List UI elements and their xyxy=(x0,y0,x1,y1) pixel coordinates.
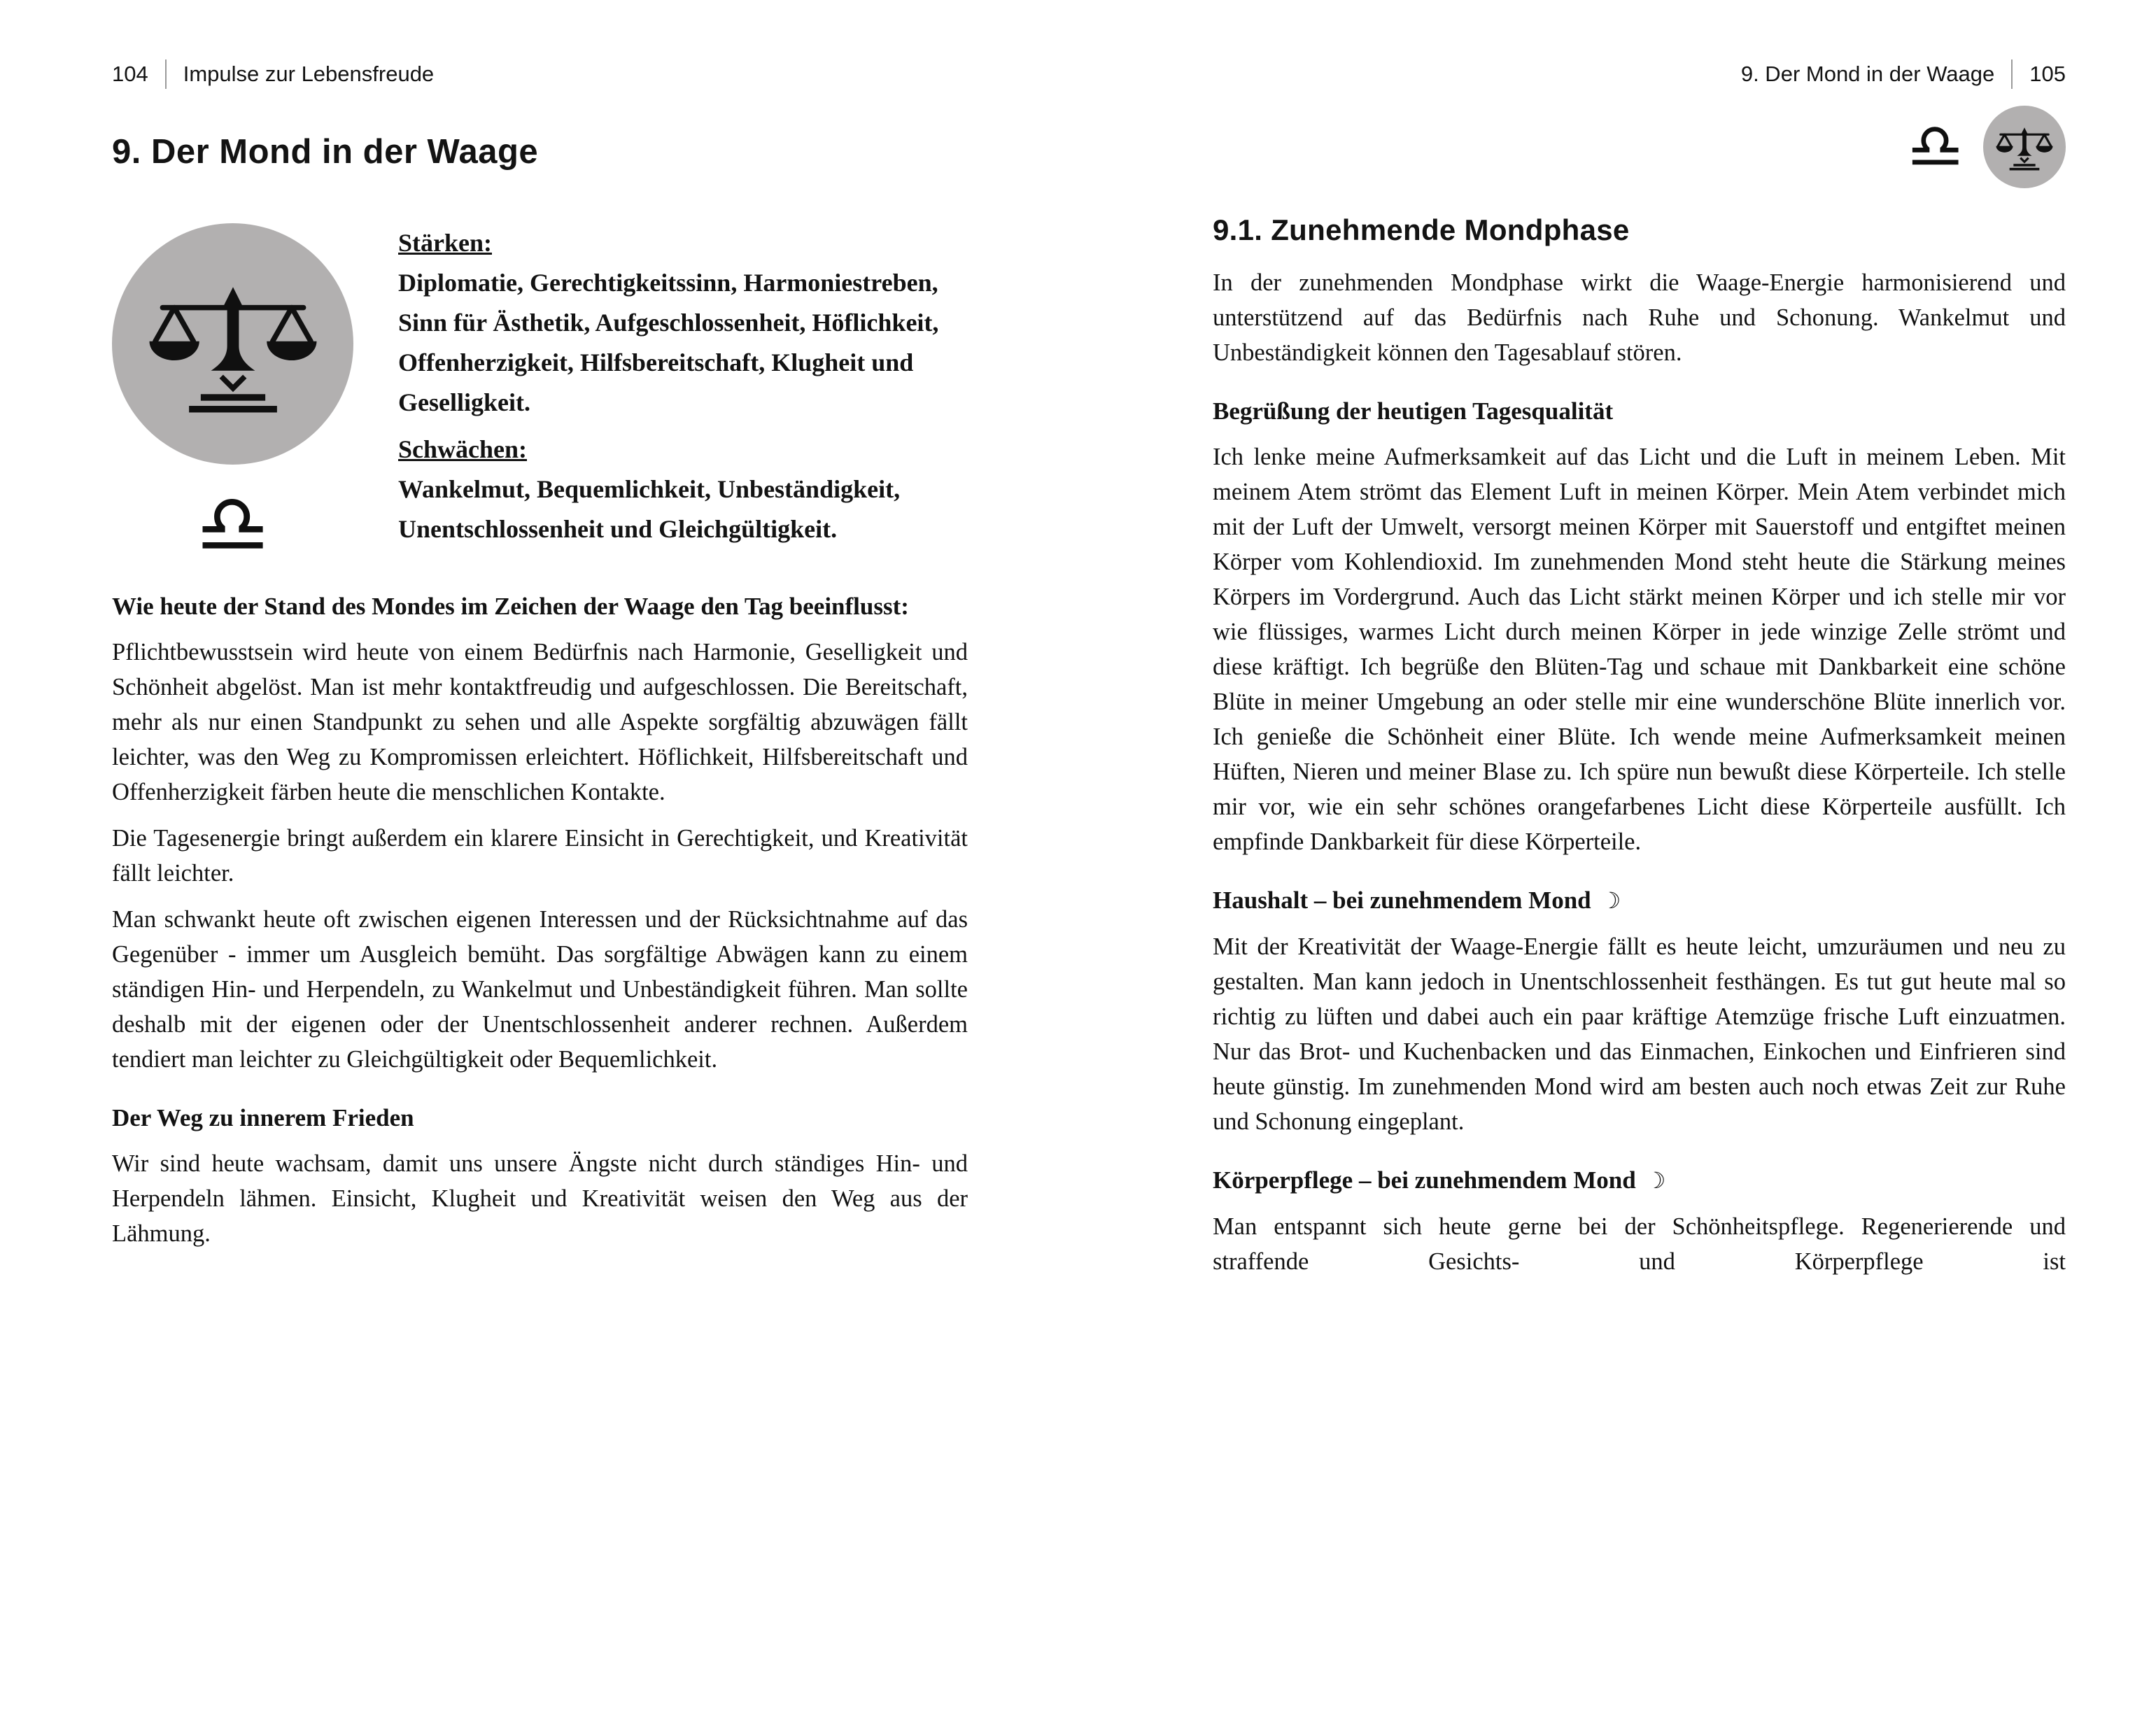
paragraph: Pflichtbewusstsein wird heute von einem Bedürfnis nach Harmonie, Geselligkeit und Schönheit abgelöst. Man ist mehr kontaktfreudig und aufgeschlossen. Die Bereitschaft, mehr als nur einen Standpunkt zu sehen und alle Aspekte sorgfältig abzuwägen fällt leichter, was den Weg zu Kompromissen erleichtert. Höflichkeit, Hilfsbereitschaft und Offenherzigkeit färben heute die menschlichen Kontakte. xyxy=(112,639,968,805)
weaknesses-block xyxy=(398,430,968,549)
libra-zodiac-icon: ♎ xyxy=(1907,110,1964,183)
running-title-right: 9. Der Mond in der Waage xyxy=(1740,62,1995,86)
waxing-moon-icon: ☽ xyxy=(1645,1167,1666,1194)
strengths-block xyxy=(398,223,968,423)
chapter-title: 9. Der Mond in der Waage xyxy=(112,133,539,171)
page-header-left xyxy=(112,59,968,89)
paragraph: Wir sind heute wachsam, damit uns unsere Ängste nicht durch ständiges Hin- und Herpendeln lähmen. Einsicht, Klugheit und Kreativität weisen den Weg aus der Lähmung. xyxy=(112,1150,968,1247)
weaknesses-label: Schwächen: xyxy=(398,435,528,463)
influence-heading: Wie heute der Stand des Mondes im Zeichen der Waage den Tag beeinflusst: xyxy=(112,593,909,620)
page-header-right xyxy=(1213,59,2066,89)
waxing-moon-icon: ☽ xyxy=(1600,887,1621,914)
paragraph: Die Tagesenergie bringt außerdem ein klarere Einsicht in Gerechtigkeit, und Kreativität fällt leichter. xyxy=(112,825,968,887)
corner-zodiac-icons xyxy=(1213,104,2066,190)
traits-column xyxy=(398,223,968,565)
weaknesses-text: Wankelmut, Bequemlichkeit, Unbeständigkeit, Unentschlossenheit und Gleichgültigkeit. xyxy=(398,475,901,543)
paragraph: In der zunehmenden Mondphase wirkt die Waage-Energie harmonisierend und unterstützend auf das Bedürfnis nach Ruhe und Schonung. Wankelmut und Unbeständigkeit können den Tagesablauf stören. xyxy=(1213,269,2066,366)
page-number-right: 105 xyxy=(2029,62,2066,86)
libra-scale-badge-small xyxy=(1983,106,2066,188)
section-title: 9.1. Zunehmende Mondphase xyxy=(1213,213,1630,246)
strengths-text: Diplomatie, Gerechtigkeitssinn, Harmoniestreben, Sinn für Ästhetik, Aufgeschlossenheit, Höflichkeit, Offenherzigkeit, Hilfsbereitschaft, Klugheit und Geselligkeit. xyxy=(398,269,939,416)
balance-scale-icon xyxy=(145,268,321,421)
bodycare-heading-text: Körperpflege – bei zunehmendem Mond xyxy=(1213,1166,1636,1194)
balance-scale-icon xyxy=(1994,121,2055,173)
household-heading-text: Haushalt – bei zunehmendem Mond xyxy=(1213,887,1591,914)
libra-zodiac-icon: ♎ xyxy=(195,476,270,572)
header-divider xyxy=(2011,59,2013,89)
page-left xyxy=(0,0,1074,1736)
intro-row xyxy=(112,223,968,572)
greeting-heading: Begrüßung der heutigen Tagesqualität xyxy=(1213,397,1614,425)
paragraph: Man entspannt sich heute gerne bei der Schönheitspflege. Regenerierende und straffende Gesichts- und Körperpflege ist xyxy=(1213,1213,2066,1275)
header-divider xyxy=(165,59,167,89)
household-heading xyxy=(1213,883,2066,918)
bodycare-heading xyxy=(1213,1163,2066,1198)
strengths-label: Stärken: xyxy=(398,229,492,257)
libra-scale-badge xyxy=(112,223,353,465)
inner-peace-heading: Der Weg zu innerem Frieden xyxy=(112,1104,414,1131)
running-title-left: Impulse zur Lebensfreude xyxy=(183,62,435,86)
paragraph: Man schwankt heute oft zwischen eigenen Interessen und der Rücksichtnahme auf das Gegenüber - immer um Ausgleich bemüht. Das sorgfältige Abwägen kann zu einem ständigen Hin- und Herpendeln, zu Wankelmut und Unbeständigkeit führen. Man sollte deshalb mit der eigenen oder der Unentschlossenheit anderer rechnen. Außerdem tendiert man leichter zu Gleichgültigkeit oder Bequemlichkeit. xyxy=(112,906,968,1073)
paragraph: Mit der Kreativität der Waage-Energie fällt es heute leicht, umzuräumen und neu zu gestalten. Man kann jedoch in Unentschlossenheit festhängen. Es tut gut heute mal so richtig zu lüften und dabei auch ein paar kräftige Atemzüge frische Luft einzuatmen. Nur das Brot- und Kuchenbacken und das Einmachen, Einkochen und Einfrieren sind heute günstig. Im zunehmenden Mond wird am besten auch noch etwas Zeit zur Ruhe und Schonung eingeplant. xyxy=(1213,933,2066,1135)
zodiac-icon-column xyxy=(112,223,353,572)
paragraph: Ich lenke meine Aufmerksamkeit auf das Licht und die Luft in meinem Leben. Mit meinem Atem strömt das Element Luft in meinen Körper. Mein Atem verbindet mich mit der Luft der Umwelt, versorgt meinen Körper mit Sauerstoff und entgiftet meinen Körper vom Kohlendioxid. Im zunehmenden Mond steht heute die Stärkung meines Körpers im Vordergrund. Auch das Licht stärkt meinen Körper und ich stelle mir vor wie flüssiges, warmes Licht durch meinen Körper in jede winzige Zelle strömt und diese kräftigt. Ich begrüße den Blüten-Tag und schaue mit Dankbarkeit eine schöne Blüte in meiner Umgebung an oder stelle mir eine wunderschöne Blüte innerlich vor. Ich genieße die Schönheit einer Blüte. Ich wende meine Aufmerksamkeit meinen Hüften, Nieren und meiner Blase zu. Ich spüre nun bewußt diese Körperteile. Ich stelle mir vor, wie ein sehr schönes orangefarbenes Licht diese Körperteile ausfüllt. Ich empfinde Dankbarkeit für diese Körperteile. xyxy=(1213,444,2066,855)
page-number-left: 104 xyxy=(112,62,148,86)
page-right xyxy=(1074,0,2148,1736)
